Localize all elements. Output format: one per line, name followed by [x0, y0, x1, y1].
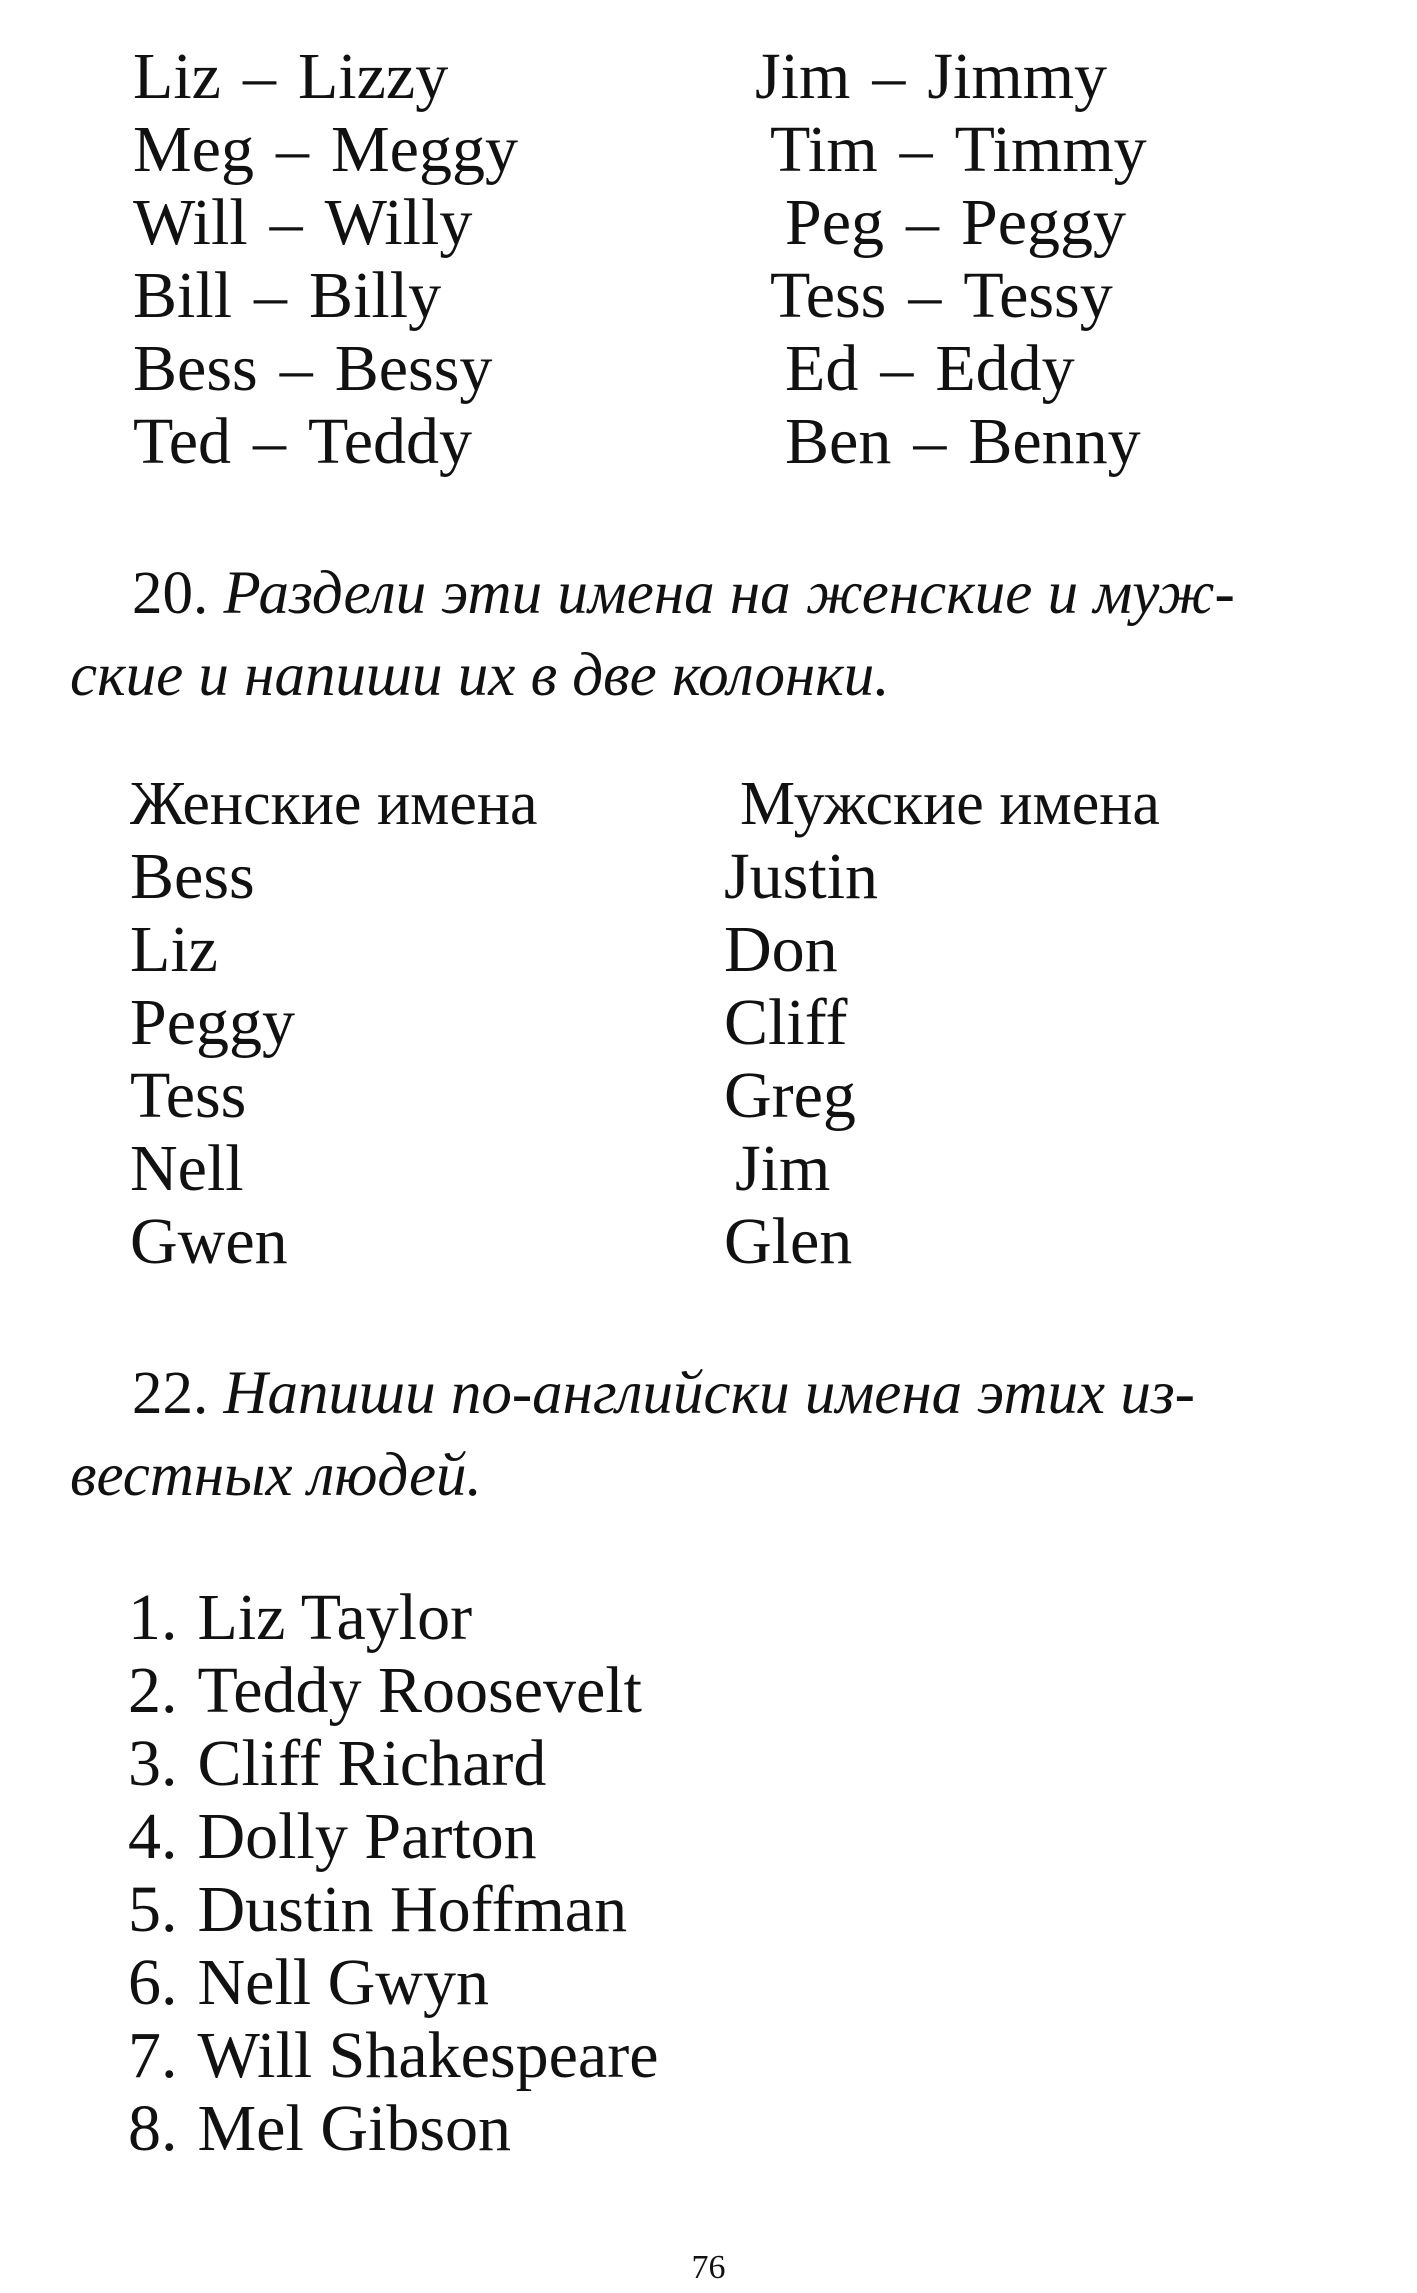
- short-name: Benny: [968, 405, 1141, 478]
- list-item: [128, 1946, 489, 2020]
- person-name: Dustin Hoffman: [197, 1873, 628, 1946]
- dash: –: [906, 186, 939, 259]
- dash: –: [908, 259, 942, 332]
- dash: –: [872, 40, 906, 113]
- list-index: 4.: [128, 1800, 178, 1873]
- task-20: [70, 553, 1370, 717]
- diminutive-pair: [133, 186, 472, 260]
- short-name: Teddy: [308, 405, 473, 478]
- diminutive-pair: [133, 332, 492, 406]
- dash: –: [253, 405, 287, 478]
- full-name: Ben: [785, 405, 892, 478]
- full-name: Tess: [770, 259, 887, 332]
- list-item: [128, 1873, 627, 1947]
- dash: –: [279, 332, 313, 405]
- list-item: [128, 2019, 659, 2093]
- male-name: Greg: [724, 1059, 856, 1132]
- diminutive-pair: [785, 186, 1126, 260]
- short-name: Meggy: [330, 113, 518, 186]
- task-22-line-1: [70, 1353, 1370, 1435]
- short-name: Bessy: [334, 332, 493, 405]
- diminutive-pair: [785, 405, 1141, 479]
- task-instruction-continued: вестных людей.: [70, 1442, 482, 1509]
- male-name: Glen: [724, 1205, 853, 1278]
- list-item: [128, 1727, 546, 1801]
- full-name: Meg: [133, 113, 254, 186]
- full-name: Bill: [133, 259, 233, 332]
- task-20-line-1: [70, 553, 1370, 635]
- male-name: Jim: [735, 1132, 831, 1205]
- short-name: Eddy: [935, 332, 1075, 405]
- person-name: Mel Gibson: [197, 2092, 511, 2165]
- list-index: 6.: [128, 1946, 178, 2019]
- list-index: 7.: [128, 2019, 178, 2092]
- diminutive-pair: [133, 259, 441, 333]
- male-name: Justin: [724, 840, 879, 913]
- short-name: Jimmy: [927, 40, 1108, 113]
- person-name: Dolly Parton: [197, 1800, 537, 1873]
- list-item: [128, 1800, 537, 1874]
- diminutive-pair: [785, 332, 1075, 406]
- full-name: Bess: [133, 332, 258, 405]
- list-index: 1.: [128, 1581, 178, 1654]
- short-name: Tessy: [963, 259, 1113, 332]
- list-index: 5.: [128, 1873, 178, 1946]
- male-name: Cliff: [724, 986, 848, 1059]
- full-name: Ted: [133, 405, 232, 478]
- dash: –: [880, 332, 914, 405]
- dash: –: [242, 40, 276, 113]
- dash: –: [899, 113, 933, 186]
- short-name: Lizzy: [297, 40, 449, 113]
- list-index: 2.: [128, 1654, 178, 1727]
- diminutive-pair: [133, 40, 448, 114]
- female-name: Gwen: [130, 1205, 288, 1278]
- diminutive-pair: [770, 259, 1113, 333]
- diminutive-pair: [133, 113, 518, 187]
- female-name: Liz: [130, 913, 218, 986]
- person-name: Will Shakespeare: [197, 2019, 659, 2092]
- page-number: 76: [691, 2249, 726, 2286]
- diminutive-pair: [770, 113, 1147, 187]
- person-name: Nell Gwyn: [197, 1946, 489, 2019]
- diminutive-pair: [133, 405, 472, 479]
- short-name: Billy: [309, 259, 442, 332]
- list-item: [128, 1581, 472, 1655]
- dash: –: [254, 259, 288, 332]
- short-name: Timmy: [954, 113, 1147, 186]
- female-names-header: Женские имена: [130, 770, 538, 838]
- full-name: Ed: [785, 332, 859, 405]
- dash: –: [269, 186, 303, 259]
- full-name: Jim: [755, 40, 851, 113]
- dash: –: [275, 113, 309, 186]
- person-name: Teddy Roosevelt: [197, 1654, 642, 1727]
- full-name: Will: [133, 186, 248, 259]
- female-name: Peggy: [130, 986, 295, 1059]
- list-item: [128, 2092, 511, 2166]
- short-name: Willy: [324, 186, 473, 259]
- task-instruction: Раздели эти имена на женские и муж-: [223, 560, 1235, 627]
- diminutive-pair: [755, 40, 1107, 114]
- list-index: 8.: [128, 2092, 178, 2165]
- task-number: 22.: [132, 1360, 209, 1427]
- list-item: [128, 1654, 642, 1728]
- task-instruction: Напиши по-английски имена этих из-: [223, 1360, 1195, 1427]
- full-name: Peg: [785, 186, 884, 259]
- female-name: Tess: [130, 1059, 247, 1132]
- task-number: 20.: [132, 560, 209, 627]
- task-instruction-continued: ские и напиши их в две колонки.: [70, 642, 890, 709]
- male-names-header: Мужские имена: [740, 770, 1160, 838]
- short-name: Peggy: [961, 186, 1126, 259]
- dash: –: [913, 405, 947, 478]
- person-name: Cliff Richard: [197, 1727, 547, 1800]
- task-22: [70, 1353, 1370, 1517]
- male-name: Don: [724, 913, 838, 986]
- person-name: Liz Taylor: [197, 1581, 473, 1654]
- full-name: Liz: [133, 40, 221, 113]
- female-name: Bess: [130, 840, 255, 913]
- female-name: Nell: [130, 1132, 244, 1205]
- full-name: Tim: [770, 113, 878, 186]
- list-index: 3.: [128, 1727, 178, 1800]
